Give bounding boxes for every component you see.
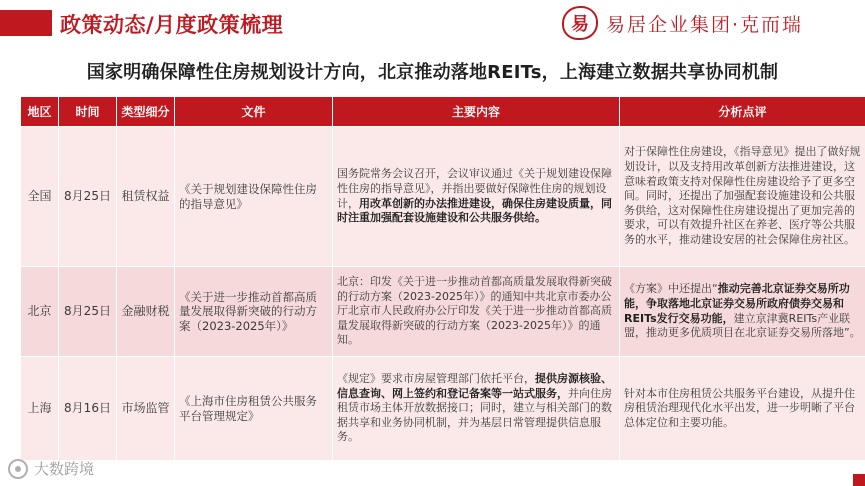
header-analysis: 分析点评 (620, 97, 865, 127)
logo-text: 易居企业集团·克而瑞 (606, 13, 804, 36)
cell-date: 8月16日 (59, 357, 117, 461)
page-title-separator: / (146, 13, 155, 37)
table-row (21, 127, 865, 267)
content-highlight: 提供房源核验、信息查询、网上签约和登记备案等一站式服务， (337, 372, 612, 400)
cell-region: 北京 (21, 267, 59, 357)
analysis-highlight: 推动完善北京证券交易所功能，争取落地北京证券交易所政府债券交易和REITs发行交易功能， (624, 282, 850, 325)
cell-content (333, 127, 620, 267)
page-title-section: 政策动态 (60, 13, 146, 37)
header-content: 主要内容 (333, 97, 620, 127)
page-header (0, 0, 865, 46)
content-text: 国务院常务会议召开，会议审议通过《关于规划建设保障性住房的指导意见》，并指出要做好保障性住房的规划设计， (337, 167, 612, 210)
cell-document: 《关于规划建设保障性住房的指导意见》 (175, 127, 333, 267)
slide-headline: 国家明确保障性住房规划设计方向，北京推动落地REITs，上海建立数据共享协同机制 (86, 62, 779, 83)
cell-content: 北京：印发《关于进一步推动首都高质量发展取得新突破的行动方案（2023-2025年）》的通知中共北京市委办公厅北京市人民政府办公厅印发《关于进一步推动首都高质量发展取得新突破的行动方案（2023-2025年）》的通知。 (333, 267, 620, 357)
cell-type: 金融财税 (117, 267, 175, 357)
cell-document: 《上海市住房租赁公共服务平台管理规定》 (175, 357, 333, 461)
header-region: 地区 (21, 97, 59, 127)
cell-analysis: 针对本市住房租赁公共服务平台建设，从提升住房租赁治理现代化水平出发，进一步明晰了平台总体定位和主要功能。 (620, 357, 865, 461)
header-document: 文件 (175, 97, 333, 127)
content-highlight: 用改革创新的办法推进建设，确保住房建设质量，同时注重加强配套设施建设和公共服务供给。 (337, 196, 612, 225)
cell-analysis: 对于保障性住房建设，《指导意见》提出了做好规划设计，以及支持用改革创新方法推进建设，这意味着政策支持对保障性住房建设给予了更多空间。同时，还提出了加强配套设施建设和公共服务供给，这对保障性住房建设提出了更加完善的要求，可以有效提升社区在养老、医疗等公共服务的水平，推动建设安居的社会保障住房社区。 (620, 127, 865, 267)
cell-type: 市场监管 (117, 357, 175, 461)
table-row (21, 357, 865, 461)
header-date: 时间 (59, 97, 117, 127)
corner-accent (853, 474, 865, 486)
cell-date: 8月25日 (59, 127, 117, 267)
cell-content (333, 357, 620, 461)
content-text: 《规定》要求市房屋管理部门依托平台， (337, 372, 535, 386)
header-type: 类型细分 (117, 97, 175, 127)
page-title-topic: 月度政策梳理 (154, 13, 284, 37)
table-header-row (21, 97, 865, 127)
policy-table (20, 96, 865, 461)
cell-analysis (620, 267, 865, 357)
footer-brand (8, 458, 94, 479)
logo-seal-icon: 易 (562, 6, 598, 40)
header-accent-bar (0, 10, 52, 36)
company-logo (562, 6, 803, 40)
table-row (21, 267, 865, 357)
content-text-tail: 并向住房租赁市场主体开放数据接口；同时，建立与相关部门的数据共享和业务协同机制，并为基层日常管理提供信息服务。 (337, 386, 612, 444)
cell-region: 全国 (21, 127, 59, 267)
analysis-text: 《方案》中还提出“ (624, 282, 718, 296)
cell-date: 8月25日 (59, 267, 117, 357)
brand-logo-icon (8, 459, 28, 479)
cell-type: 租赁权益 (117, 127, 175, 267)
page-title (60, 9, 283, 39)
cell-document: 《关于进一步推动首都高质量发展取得新突破的行动方案（2023-2025年）》 (175, 267, 333, 357)
analysis-text-tail: 建立京津冀REITs产业联盟，推动更多优质项目在北京证券交易所落地”。 (624, 311, 861, 340)
cell-region: 上海 (21, 357, 59, 461)
footer-brand-text: 大数跨境 (34, 460, 95, 478)
